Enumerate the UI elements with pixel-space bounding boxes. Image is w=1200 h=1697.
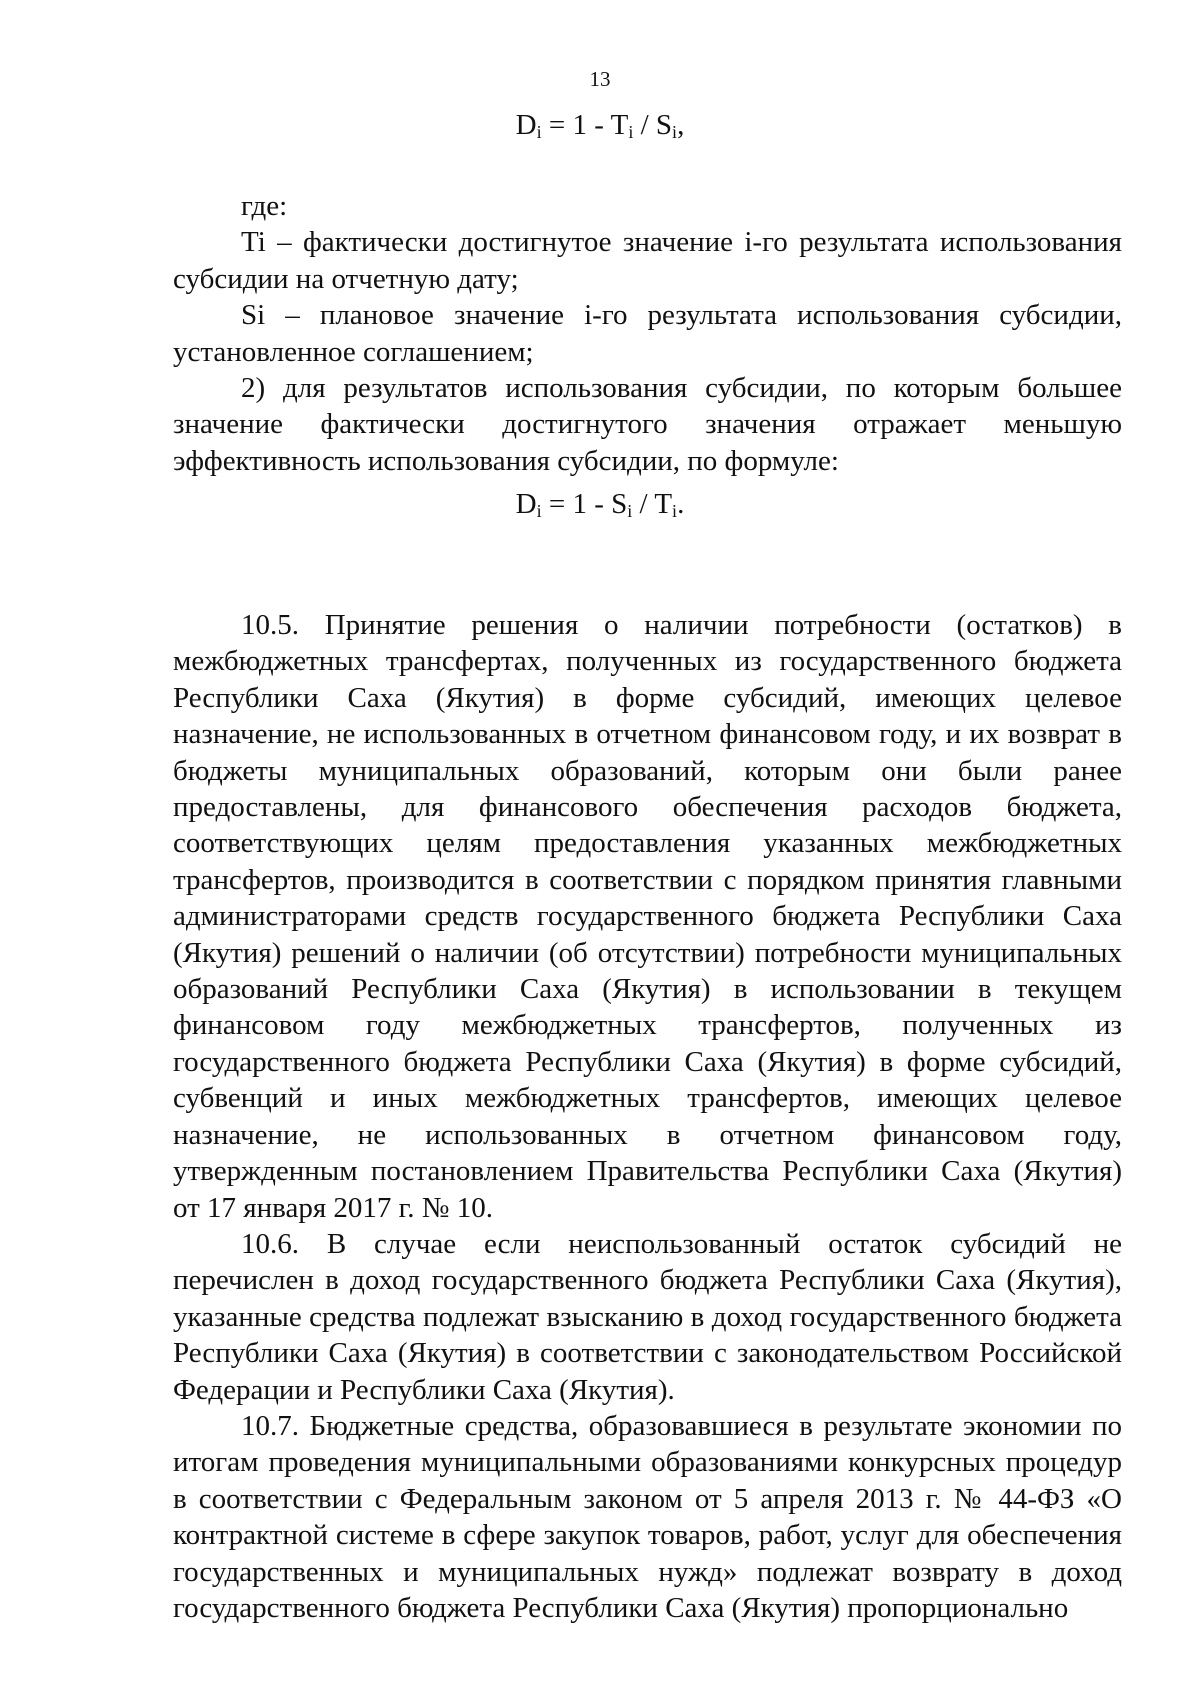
paragraph-10-5: 10.5. Принятие решения о наличии потребности (остатков) в межбюджетных трансфертах, полученных из государственного бюджета Республики Саха (Якутия) в форме субсидий, имеющих целевое назначение, не использованных в отчетном финансовом году, и их возврат в бюджеты муниципальных образований, которым они были ранее предоставлены, для финансового обеспечения расходов бюджета, соответствующих целям предоставления указанных межбюджетных трансфертов, производится в соответствии с порядком принятия главными администраторами средств государственного бюджета Республики Саха (Якутия) решений о наличии (об отсутствии) потребности муниципальных образований Республики Саха (Якутия) в использовании в текущем финансовом году межбюджетных трансфертов, полученных из государственного бюджета Республики Саха (Якутия) в форме субсидий, субвенций и иных межбюджетных трансфертов, имеющих целевое назначение, не использованных в отчетном финансовом году, утвержденным постановлением Правительства Республики Саха (Якутия) от 17 января 2017 г. № 10. <box>173 609 1122 1224</box>
formula-subscript: i <box>627 501 633 521</box>
item-2-paragraph: 2) для результатов использования субсидии, по которым большее значение фактически достигнутого значения отражает меньшую эффективность использования субсидии, по формуле: <box>173 372 1122 477</box>
formula-symbol: D <box>515 109 537 141</box>
paragraph-10-6: 10.6. В случае если неиспользованный остаток субсидий не перечислен в доход государственного бюджета Республики Саха (Якутия), указанные средства подлежат взысканию в доход государственного бюджета Республики Саха (Якутия) в соответствии с законодательством Российской Федерации и Республики Саха (Якутия). <box>173 1227 1122 1406</box>
formula-subscript: i <box>672 122 678 142</box>
formula-subscript: i <box>536 122 542 142</box>
paragraph-10-7: 10.7. Бюджетные средства, образовавшиеся в результате экономии по итогам проведения муниципальными образованиями конкурсных процедур в соответствии с Федеральным законом от 5 апреля 2013 г. № 44-ФЗ «О контрактной системе в сфере закупок товаров, работ, услуг для обеспечения государственных и муниципальных нужд» подлежат возврату в доход государственного бюджета Республики Саха (Якутия) пропорционально <box>173 1409 1122 1624</box>
formula-symbol: D <box>515 488 537 520</box>
ti-definition: Ti – фактически достигнутое значение i-го результата использования субсидии на отчетную дату; <box>173 226 1122 295</box>
formula-subscript: i <box>536 501 542 521</box>
where-label: где: <box>241 190 288 222</box>
sections-block <box>173 607 1122 1626</box>
page-number: 13 <box>589 67 611 91</box>
formula-subscript: i <box>628 122 634 142</box>
formula-symbol: = 1 - S <box>541 488 628 520</box>
formula-symbol: / T <box>632 488 673 520</box>
si-definition: Si – плановое значение i-го результата использования субсидии, установленное соглашением; <box>173 299 1122 368</box>
formula-subscript: i <box>672 501 678 521</box>
formula-symbol: / S <box>633 109 673 141</box>
formula-symbol: . <box>677 488 685 520</box>
formula-symbol: = 1 - T <box>541 109 629 141</box>
formula-symbol: , <box>677 109 685 141</box>
formula-di-s-over-t <box>0 486 1200 522</box>
formula-di-t-over-s <box>0 107 1200 143</box>
definitions-block <box>173 188 1122 479</box>
